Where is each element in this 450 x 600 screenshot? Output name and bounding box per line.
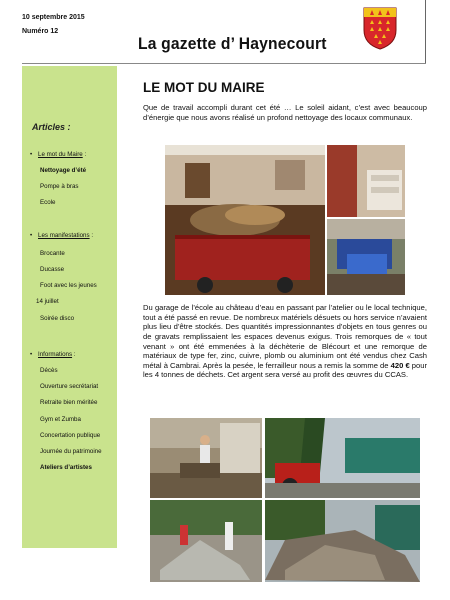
sidebar bbox=[22, 66, 117, 548]
sidebar-item-foot[interactable]: Foot avec les jeunes bbox=[40, 282, 97, 289]
sidebar-title: Articles : bbox=[32, 122, 71, 132]
photo-tractor-trailer bbox=[265, 418, 420, 498]
sidebar-item-deces[interactable]: Décès bbox=[40, 367, 58, 374]
photo-workers-yard bbox=[150, 418, 262, 498]
sidebar-item-patrimoine[interactable]: Journée du patrimoine bbox=[40, 448, 102, 455]
header-divider-vertical bbox=[425, 0, 426, 64]
sidebar-section-mot-du-maire[interactable]: • Le mot du Maire : bbox=[30, 151, 87, 158]
sidebar-section-informations[interactable]: • Informations : bbox=[30, 351, 76, 358]
header-divider-horizontal bbox=[22, 63, 426, 64]
sidebar-item-soiree-disco[interactable]: Soirée disco bbox=[40, 315, 75, 322]
amount-value: 420 € bbox=[390, 360, 410, 370]
sidebar-item-ducasse[interactable]: Ducasse bbox=[40, 266, 65, 273]
sidebar-item-brocante[interactable]: Brocante bbox=[40, 250, 65, 257]
bullet-icon: • bbox=[30, 151, 33, 158]
sidebar-item-ateliers[interactable]: Ateliers d’artistes bbox=[40, 464, 92, 471]
article-body: Du garage de l’école au château d’eau en passant par l’atelier ou le local technique, tout a été passé en revue. De nombreux matériels désuets ou hors service n’avaient plus lieu d’être stockés. Des quantités impressionnantes d’objets en tous genres ou de gravats remplissaient les espaces devenus exigus. Trois remorques de « tout venant » ont été emmenées à la déchèterie de Blécourt et une remorque de matériaux de type fer, zinc, cuivre, plomb ou aluminium ont été vendus chez Cash métal à Cambrai. Après la pesée, le ferrailleur nous a remis la somme de 420 € pour les 4 tonnes de déchets. Cet argent sera versé au profit des œuvres du CCAS. bbox=[143, 303, 428, 380]
bullet-icon: • bbox=[30, 232, 33, 239]
newspaper-title: La gazette d’ Haynecourt bbox=[138, 34, 327, 53]
photo-metal-trailer bbox=[265, 500, 420, 582]
issue-date: 10 septembre 2015 bbox=[22, 14, 85, 21]
coat-of-arms-icon bbox=[362, 6, 398, 50]
photo-trailer-debris bbox=[165, 145, 325, 295]
article-intro: Que de travail accompli durant cet été … Le soleil aidant, c’est avec beaucoup d’énergie que nous avons réalisé un profond nettoyage des locaux communaux. bbox=[143, 103, 427, 122]
sidebar-item-nettoyage[interactable]: Nettoyage d’été bbox=[40, 167, 87, 174]
sidebar-item-14-juillet[interactable]: 14 juillet bbox=[36, 298, 59, 305]
issue-number: Numéro 12 bbox=[22, 28, 59, 35]
sidebar-item-pompe[interactable]: Pompe à bras bbox=[40, 183, 79, 190]
photo-scrap-pile bbox=[150, 500, 262, 582]
photo-storage-room bbox=[327, 145, 405, 217]
sidebar-item-retraite[interactable]: Retraite bien méritée bbox=[40, 399, 98, 406]
sidebar-item-gym[interactable]: Gym et Zumba bbox=[40, 416, 81, 423]
sidebar-item-ecole[interactable]: Ecole bbox=[40, 199, 56, 206]
photo-blue-items bbox=[327, 219, 405, 295]
article-title: LE MOT DU MAIRE bbox=[143, 80, 265, 95]
sidebar-item-secretariat[interactable]: Ouverture secrétariat bbox=[40, 383, 99, 390]
bullet-icon: • bbox=[30, 351, 33, 358]
sidebar-item-concertation[interactable]: Concertation publique bbox=[40, 432, 101, 439]
sidebar-section-manifestations[interactable]: • Les manifestations : bbox=[30, 232, 94, 239]
